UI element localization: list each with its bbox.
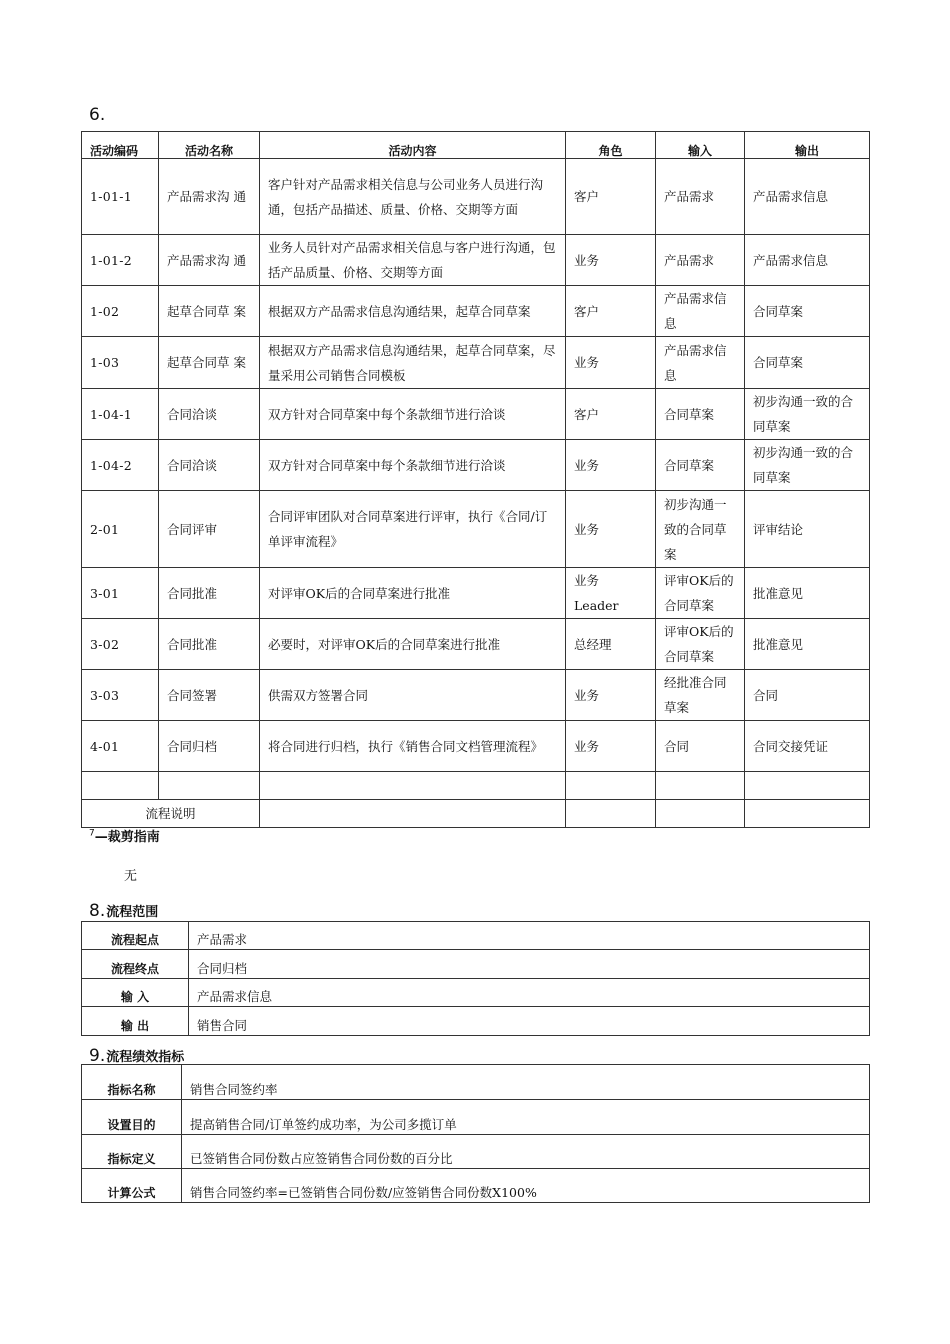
kpi-value: 已签销售合同份数占应签销售合同份数的百分比 [182,1135,870,1169]
activity-role: 业务 [566,337,656,389]
activity-body [82,159,870,772]
activity-name: 合同签署 [159,670,260,721]
activity-row [82,619,870,670]
activity-content: 必要时，对评审OK后的合同草案进行批准 [260,619,566,670]
activity-input: 初步沟通一致的合同草案 [656,491,745,568]
activity-content: 双方针对合同草案中每个条款细节进行洽谈 [260,389,566,440]
kpi-value: 销售合同签约率=已签销售合同份数/应签销售合同份数X100% [182,1169,870,1203]
activity-role: 客户 [566,159,656,235]
scope-row [82,922,870,950]
activity-name: 起草合同草 案 [159,337,260,389]
blank-cell [566,800,656,828]
activity-code: 2-01 [82,491,159,568]
kpi-value: 提高销售合同/订单签约成功率，为公司多揽订单 [182,1100,870,1135]
blank-cell [745,772,870,800]
activity-code: 1-02 [82,286,159,337]
activity-table [81,131,870,828]
header-input: 输入 [656,132,745,159]
header-role: 角色 [566,132,656,159]
activity-content: 根据双方产品需求信息沟通结果，起草合同草案，尽量采用公司销售合同模板 [260,337,566,389]
kpi-value: 销售合同签约率 [182,1065,870,1100]
header-code: 活动编码 [82,132,159,159]
activity-name: 合同评审 [159,491,260,568]
activity-content: 供需双方签署合同 [260,670,566,721]
activity-row [82,670,870,721]
kpi-key: 指标定义 [82,1135,182,1169]
activity-row [82,159,870,235]
activity-input: 经批准合同草案 [656,670,745,721]
blank-cell [260,800,566,828]
activity-content: 业务人员针对产品需求相关信息与客户进行沟通，包括产品质量、价格、交期等方面 [260,235,566,286]
scope-row [82,979,870,1007]
footer-row [82,800,870,828]
activity-input: 产品需求 [656,235,745,286]
activity-content: 合同评审团队对合同草案进行评审，执行《合同/订单评审流程》 [260,491,566,568]
scope-row [82,1007,870,1036]
activity-output: 产品需求信息 [745,159,870,235]
activity-output: 评审结论 [745,491,870,568]
activity-name: 合同洽谈 [159,389,260,440]
activity-code: 3-03 [82,670,159,721]
activity-role: 总经理 [566,619,656,670]
scope-body [82,922,870,1036]
activity-role: 业务 [566,491,656,568]
activity-output: 初步沟通一致的合同草案 [745,440,870,491]
section-7-title [89,826,160,845]
activity-header-row [82,132,870,159]
section-7-label: —裁剪指南 [94,830,160,845]
activity-name: 合同归档 [159,721,260,772]
header-content: 活动内容 [260,132,566,159]
activity-input: 评审OK后的合同草案 [656,619,745,670]
section-7-number: 7 [89,828,95,839]
activity-input: 评审OK后的合同草案 [656,568,745,619]
header-name: 活动名称 [159,132,260,159]
activity-code: 1-03 [82,337,159,389]
activity-role: 业务 [566,440,656,491]
activity-code: 3-02 [82,619,159,670]
activity-row [82,440,870,491]
activity-input: 合同草案 [656,389,745,440]
activity-role: 业务 [566,721,656,772]
scope-value: 销售合同 [189,1007,870,1036]
activity-input: 产品需求 [656,159,745,235]
activity-row [82,491,870,568]
activity-name: 产品需求沟 通 [159,159,260,235]
kpi-row [82,1135,870,1169]
activity-content: 双方针对合同草案中每个条款细节进行洽谈 [260,440,566,491]
activity-code: 3-01 [82,568,159,619]
blank-cell [566,772,656,800]
scope-key: 输 出 [82,1007,189,1036]
scope-value: 产品需求信息 [189,979,870,1007]
activity-output: 初步沟通一致的合同草案 [745,389,870,440]
blank-row [82,772,870,800]
activity-output: 合同交接凭证 [745,721,870,772]
activity-role: 业务 [566,235,656,286]
activity-name: 起草合同草 案 [159,286,260,337]
blank-cell [159,772,260,800]
blank-cell [82,772,159,800]
activity-role: 客户 [566,389,656,440]
activity-output: 产品需求信息 [745,235,870,286]
activity-row [82,286,870,337]
kpi-body [82,1065,870,1203]
activity-output: 批准意见 [745,619,870,670]
activity-row [82,389,870,440]
activity-input: 合同草案 [656,440,745,491]
kpi-row [82,1100,870,1135]
blank-cell [260,772,566,800]
kpi-row [82,1065,870,1100]
activity-output: 合同草案 [745,337,870,389]
kpi-key: 指标名称 [82,1065,182,1100]
activity-output: 合同草案 [745,286,870,337]
scope-value: 合同归档 [189,950,870,979]
activity-content: 对评审OK后的合同草案进行批准 [260,568,566,619]
header-output: 输出 [745,132,870,159]
section-9-title: 9.流程绩效指标 [89,1046,185,1066]
scope-row [82,950,870,979]
section-7-body: 无 [124,869,138,884]
activity-code: 1-01-2 [82,235,159,286]
blank-cell [745,800,870,828]
activity-output: 批准意见 [745,568,870,619]
activity-name: 产品需求沟 通 [159,235,260,286]
activity-name: 合同批准 [159,568,260,619]
activity-row [82,235,870,286]
activity-name: 合同批准 [159,619,260,670]
activity-code: 4-01 [82,721,159,772]
activity-input: 产品需求信息 [656,286,745,337]
kpi-row [82,1169,870,1203]
activity-role: 业务 [566,670,656,721]
section-8-title: 8.流程范围 [89,901,159,921]
activity-row [82,568,870,619]
activity-name: 合同洽谈 [159,440,260,491]
scope-key: 输 入 [82,979,189,1007]
kpi-key: 设置目的 [82,1100,182,1135]
activity-role: 客户 [566,286,656,337]
activity-content: 客户针对产品需求相关信息与公司业务人员进行沟通，包括产品描述、质量、价格、交期等方面 [260,159,566,235]
activity-input: 产品需求信息 [656,337,745,389]
scope-key: 流程终点 [82,950,189,979]
activity-code: 1-04-2 [82,440,159,491]
scope-key: 流程起点 [82,922,189,950]
process-note-label: 流程说明 [82,800,260,828]
activity-row [82,337,870,389]
blank-cell [656,772,745,800]
scope-table [81,921,870,1036]
activity-code: 1-04-1 [82,389,159,440]
activity-output: 合同 [745,670,870,721]
activity-role: 业务 Leader [566,568,656,619]
activity-content: 根据双方产品需求信息沟通结果，起草合同草案 [260,286,566,337]
kpi-table [81,1064,870,1203]
blank-cell [656,800,745,828]
activity-input: 合同 [656,721,745,772]
kpi-key: 计算公式 [82,1169,182,1203]
scope-value: 产品需求 [189,922,870,950]
activity-code: 1-01-1 [82,159,159,235]
section-6-number: 6. [89,105,106,125]
activity-content: 将合同进行归档，执行《销售合同文档管理流程》 [260,721,566,772]
activity-row [82,721,870,772]
